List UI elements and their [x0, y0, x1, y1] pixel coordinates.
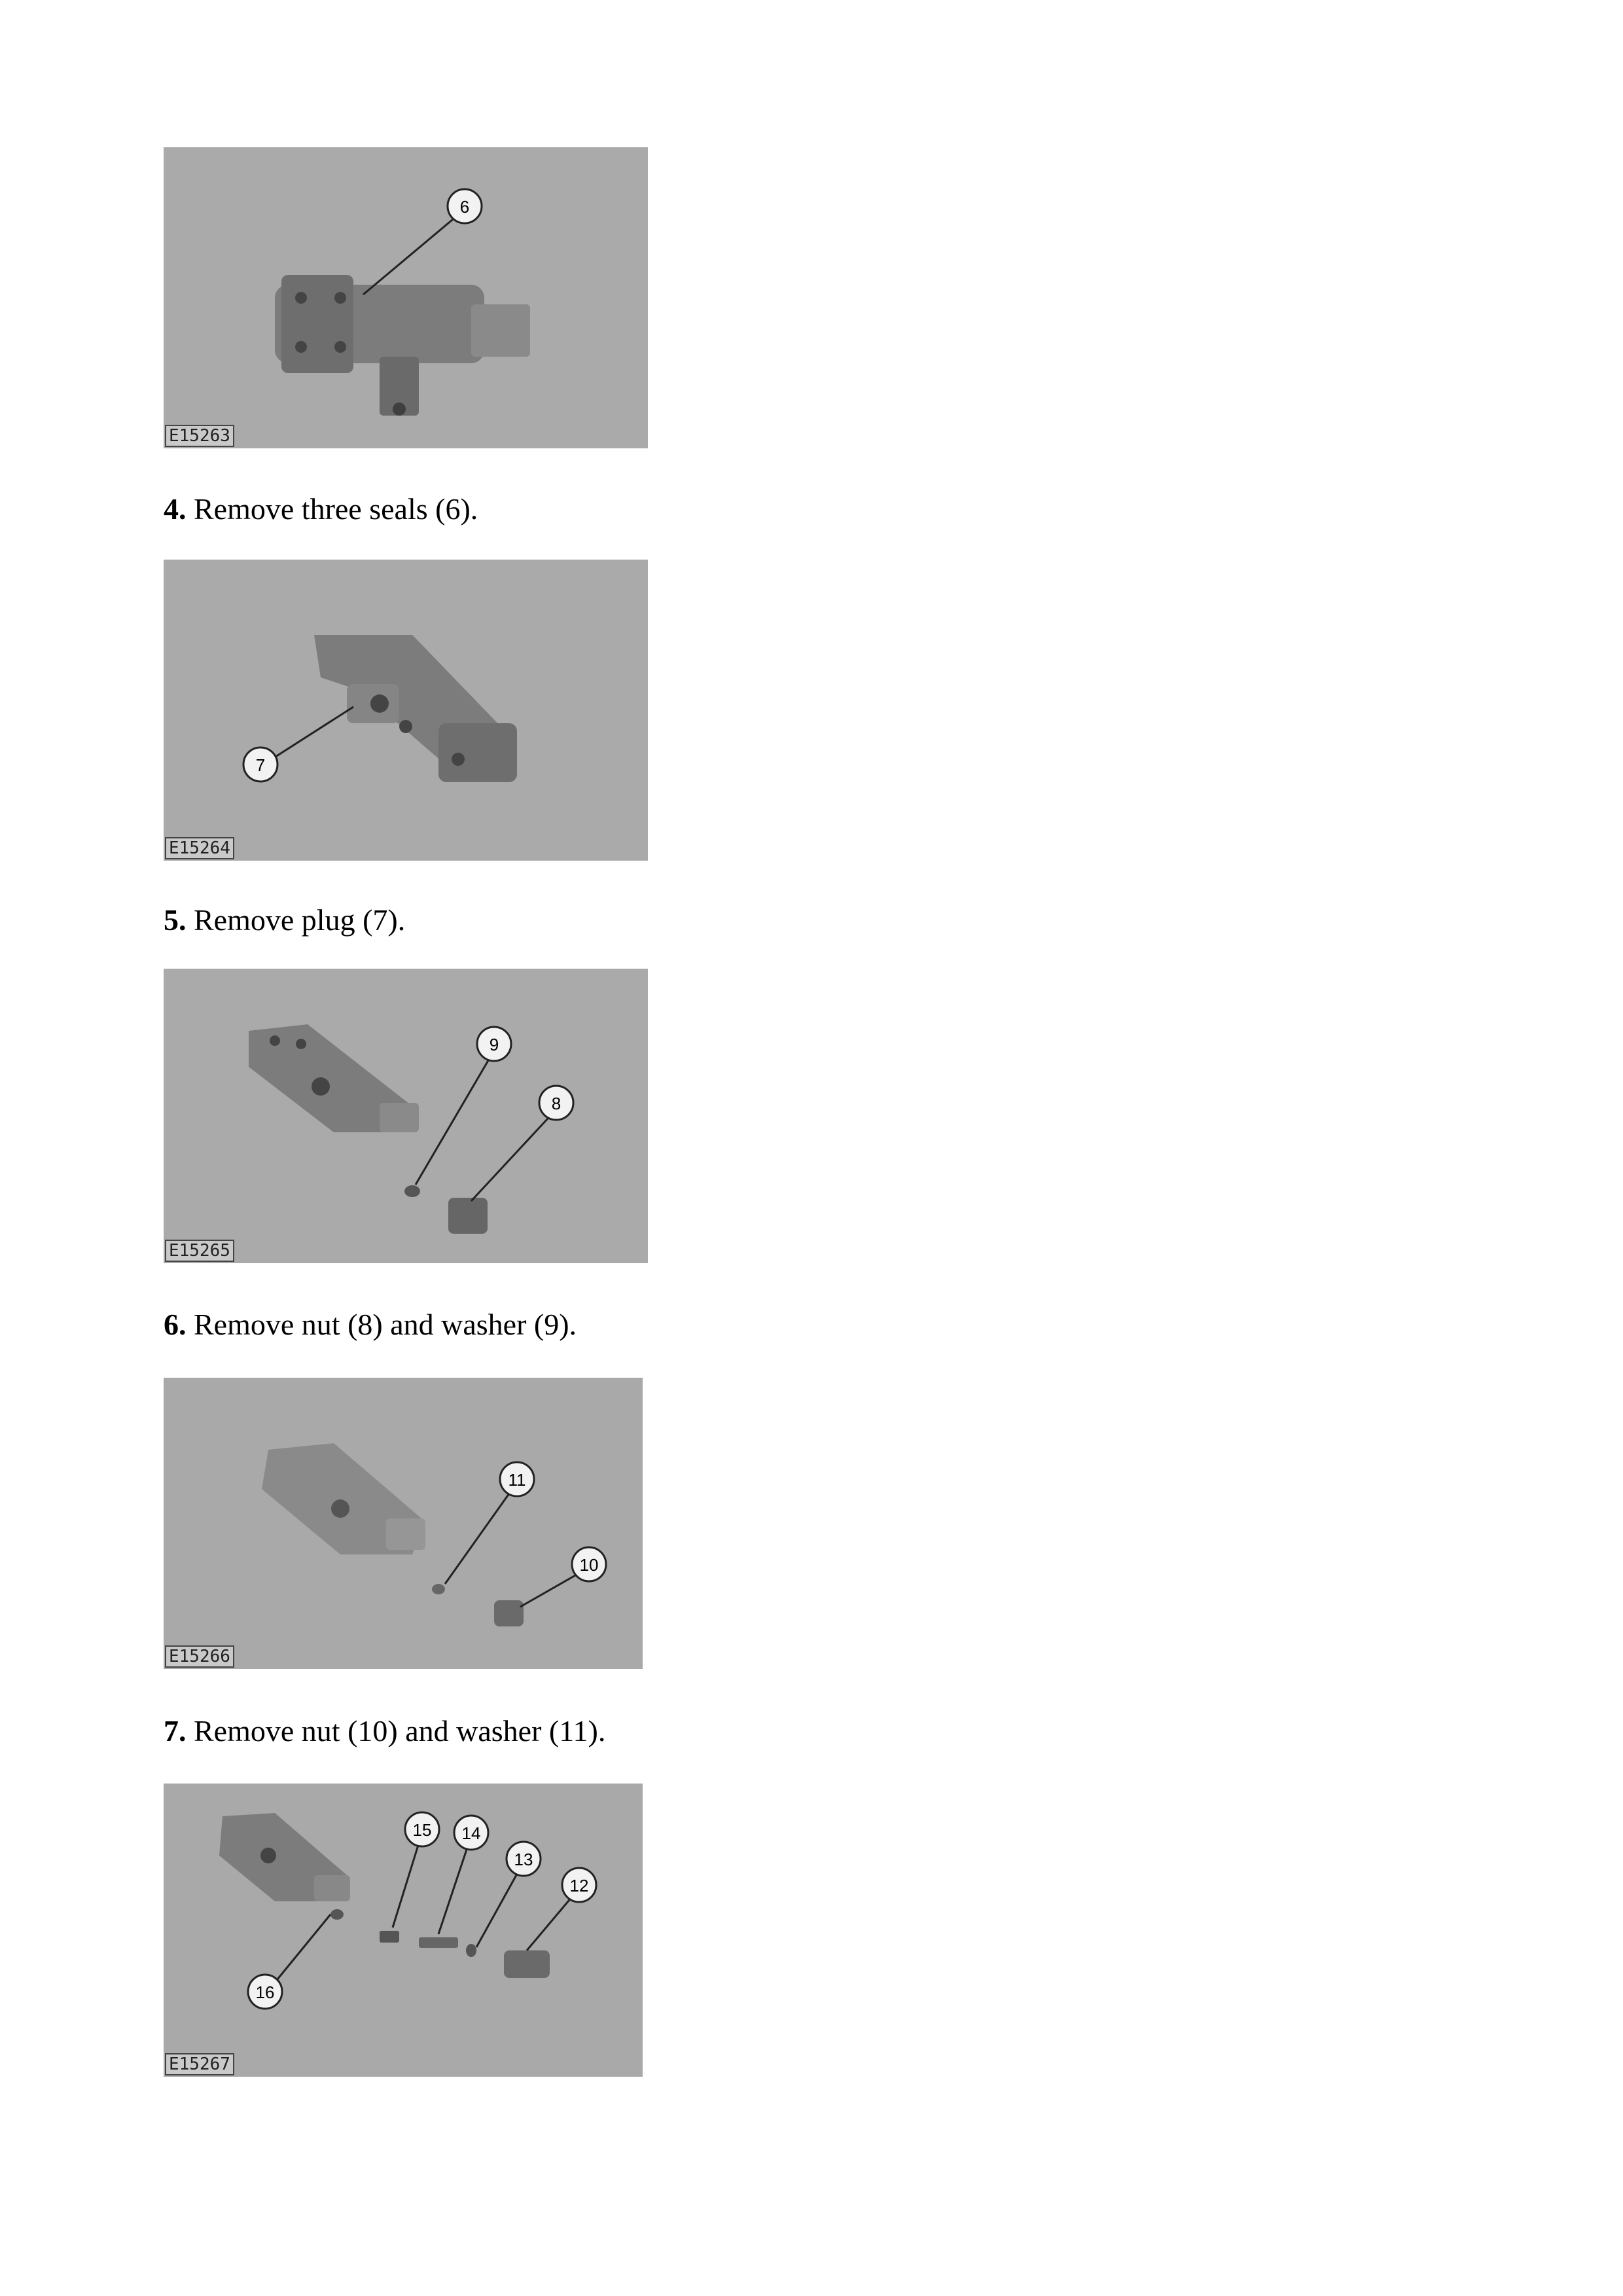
callout-10 — [572, 1547, 606, 1581]
step-number: 5. — [164, 903, 187, 937]
figure-photo-3 — [164, 969, 648, 1263]
figure-label: E15263 — [165, 425, 234, 447]
callout-15 — [405, 1812, 439, 1846]
svg-text:12: 12 — [569, 1876, 589, 1895]
valve-body-illustration — [164, 147, 648, 448]
valve-body-illustration — [164, 1378, 643, 1669]
figure-label: E15264 — [165, 837, 234, 859]
step-5 — [164, 902, 405, 939]
callout-9 — [477, 1027, 511, 1061]
svg-text:14: 14 — [461, 1823, 481, 1843]
callout-7 — [243, 747, 277, 781]
figure-label: E15265 — [165, 1240, 234, 1262]
svg-text:6: 6 — [459, 197, 470, 217]
callout-13 — [507, 1842, 541, 1876]
step-4 — [164, 491, 478, 528]
figure-label: E15267 — [165, 2053, 234, 2075]
figure-photo-5 — [164, 1784, 643, 2077]
callout-6 — [448, 189, 482, 223]
svg-text:9: 9 — [489, 1035, 499, 1054]
figure-photo-1 — [164, 147, 648, 448]
step-text: Remove three seals (6). — [194, 492, 478, 526]
step-text: Remove nut (10) and washer (11). — [194, 1714, 606, 1748]
valve-body-illustration — [164, 1784, 643, 2077]
figure-photo-4 — [164, 1378, 643, 1669]
callout-14 — [454, 1816, 488, 1850]
svg-text:10: 10 — [579, 1555, 599, 1575]
svg-text:7: 7 — [255, 755, 266, 775]
figure-label: E15266 — [165, 1645, 234, 1668]
callout-12 — [562, 1868, 596, 1902]
step-7 — [164, 1713, 605, 1749]
valve-body-illustration — [164, 560, 648, 861]
callout-11 — [500, 1462, 534, 1496]
svg-text:15: 15 — [412, 1820, 432, 1840]
step-number: 6. — [164, 1308, 187, 1341]
callout-16 — [248, 1975, 282, 2009]
step-text: Remove plug (7). — [194, 903, 406, 937]
svg-text:8: 8 — [551, 1094, 562, 1113]
svg-text:13: 13 — [514, 1850, 533, 1869]
step-text: Remove nut (8) and washer (9). — [194, 1308, 577, 1341]
valve-body-illustration — [164, 969, 648, 1263]
callout-8 — [539, 1086, 573, 1120]
step-number: 7. — [164, 1714, 187, 1748]
step-number: 4. — [164, 492, 187, 526]
step-6 — [164, 1306, 577, 1343]
svg-text:16: 16 — [255, 1982, 275, 2002]
svg-text:11: 11 — [508, 1470, 526, 1490]
figure-photo-2 — [164, 560, 648, 861]
